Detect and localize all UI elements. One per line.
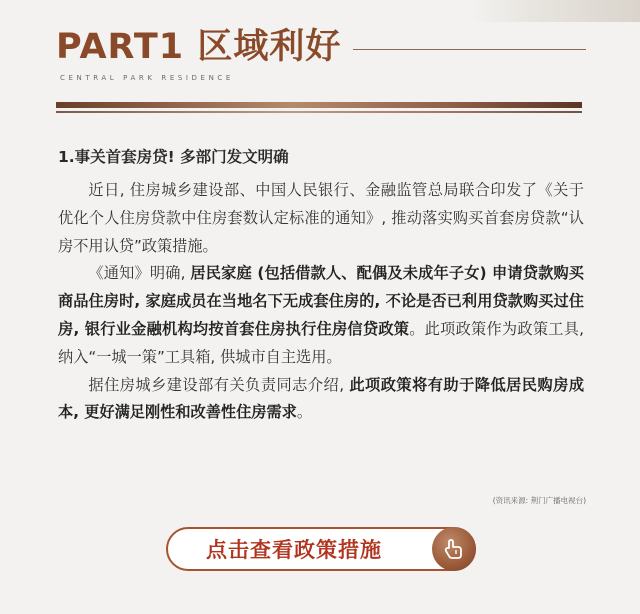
paragraph-3-tail: 。 <box>296 403 313 422</box>
decorative-band-top <box>56 102 582 108</box>
article-paragraph-1: 近日, 住房城乡建设部、中国人民银行、金融监管总局联合印发了《关于优化个人住房贷款中住房套数认定标准的通知》, 推动落实购买首套房贷款“认房不用认贷”政策措施。 <box>58 181 584 255</box>
decorative-band-bottom <box>56 111 582 113</box>
paragraph-2-tail: 。此项政策作为政策工具, 纳入“一城一策”工具箱, 供城市自主选用。 <box>58 319 584 366</box>
paragraph-3-emphasis: 此项政策将有助于降低居民购房成本, 更好满足刚性和改善性住房需求 <box>58 375 585 422</box>
page-title: PART1 区域利好 <box>56 27 342 67</box>
hand-pointer-icon <box>432 527 476 571</box>
title-row <box>56 26 586 68</box>
article-body <box>58 145 584 427</box>
corner-decoration <box>470 0 640 22</box>
article-paragraph-2 <box>58 260 584 371</box>
paragraph-2-intro: 《通知》明确, <box>88 264 191 283</box>
section-header <box>56 26 586 82</box>
paragraph-3-intro: 据住房城乡建设部有关负责同志介绍, <box>88 375 350 394</box>
article-paragraph-3 <box>58 372 584 428</box>
source-note: (资讯来源: 荆门广播电视台) <box>492 496 586 505</box>
title-divider <box>353 49 586 50</box>
paragraph-2-emphasis: 居民家庭 (包括借款人、配偶及未成年子女) 申请贷款购买商品住房时, 家庭成员在当地名下无成套住房的, 不论是否已利用贷款购买过住房, 银行业金融机构均按首套住房执行住房信贷政策 <box>58 264 584 338</box>
article-heading: 1.事关首套房贷! 多部门发文明确 <box>58 148 289 166</box>
view-policy-button-label: 点击查看政策措施 <box>206 538 382 562</box>
view-policy-button[interactable] <box>166 527 476 571</box>
page-subtitle: CENTRAL PARK RESIDENCE <box>60 74 234 82</box>
